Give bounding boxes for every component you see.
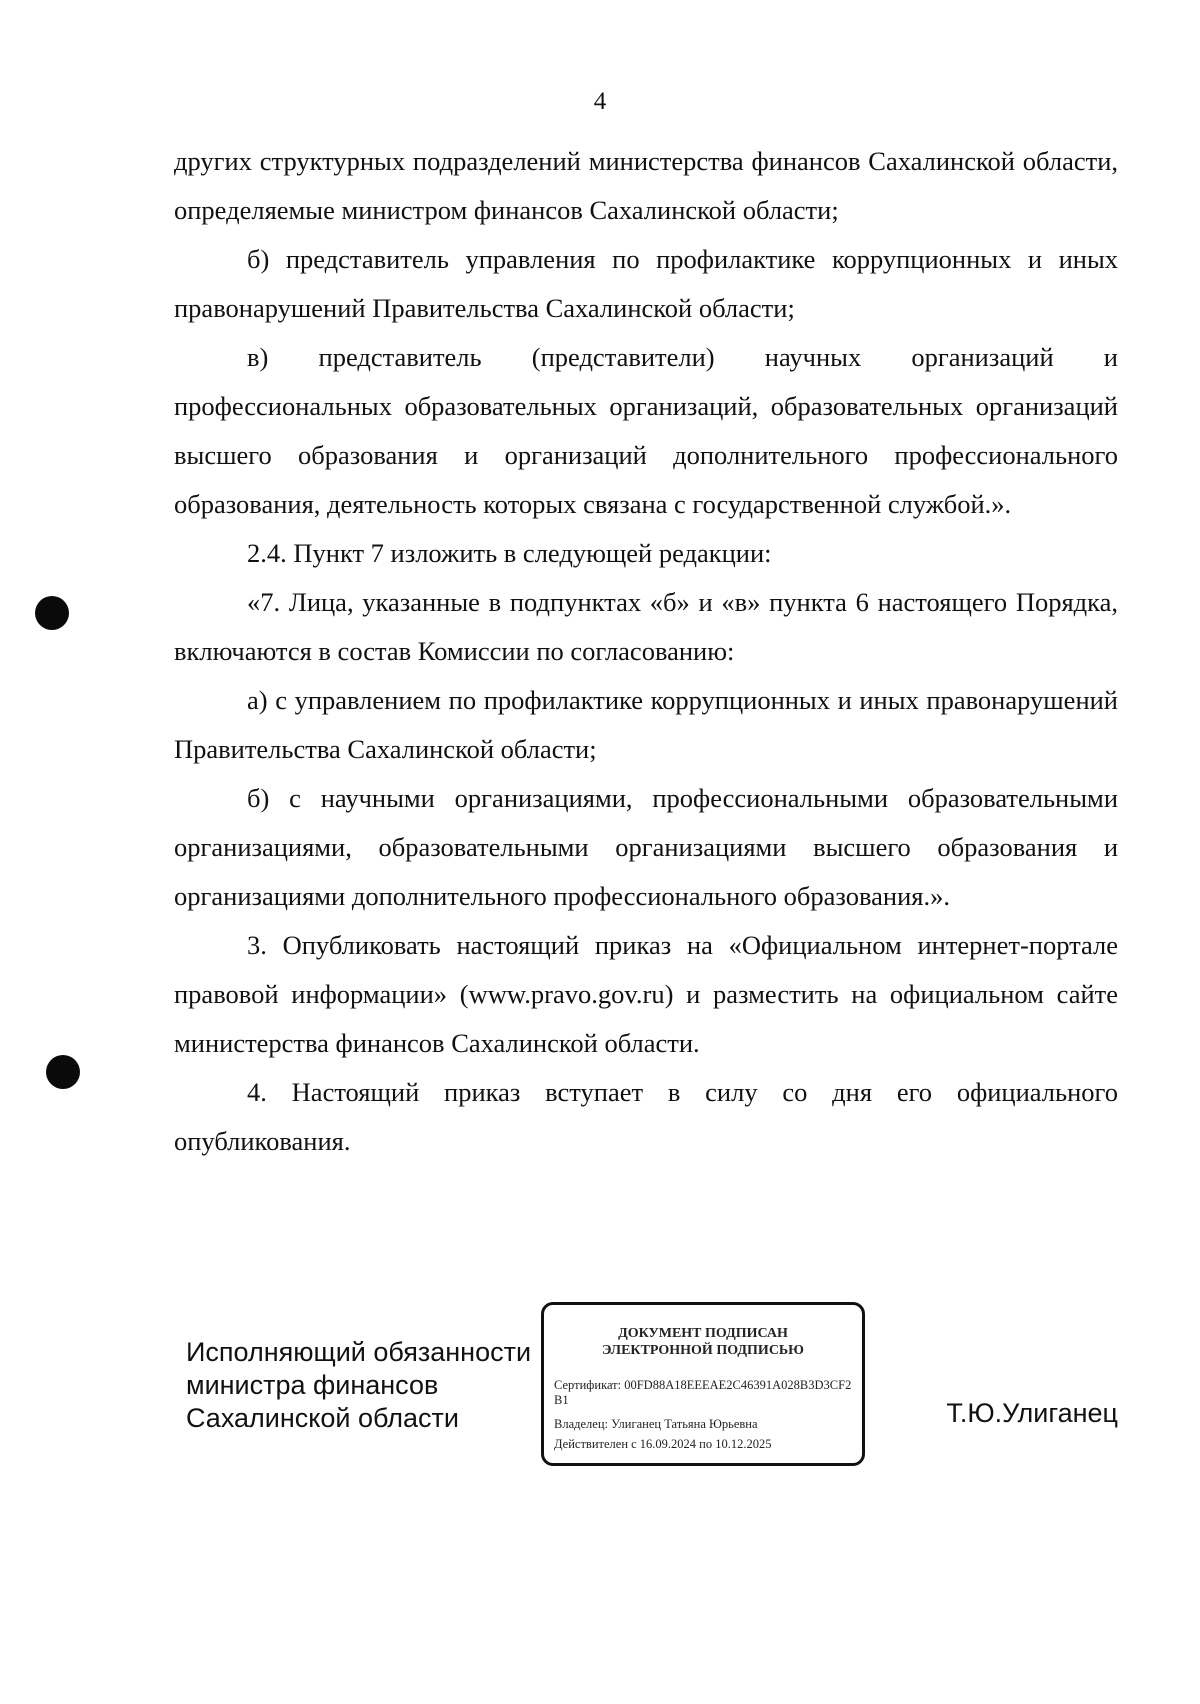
punch-hole-top — [35, 596, 69, 630]
signatory-position-line: министра финансов — [186, 1370, 439, 1400]
paragraph: б) с научными организациями, профессиональными образовательными организациями, образовательными организациями высшего образования и организациями дополнительного профессионального образования.». — [174, 783, 1118, 911]
stamp-validity: Действителен с 16.09.2024 по 10.12.2025 — [554, 1437, 772, 1451]
stamp-header — [544, 1325, 862, 1359]
paragraph: а) с управлением по профилактике коррупционных и иных правонарушений Правительства Сахалинской области; — [174, 685, 1118, 764]
signatory-position — [186, 1336, 531, 1435]
stamp-owner: Владелец: Улиганец Татьяна Юрьевна — [554, 1417, 758, 1431]
paragraph: в) представитель (представители) научных организаций и профессиональных образовательных организаций, образовательных организаций высшего образования и организаций дополнительного профессионального образования, деятельность которых связана с государственной службой.». — [174, 342, 1118, 519]
stamp-header-line: ДОКУМЕНТ ПОДПИСАН — [618, 1326, 788, 1341]
paragraph: 4. Настоящий приказ вступает в силу со дня его официального опубликования. — [174, 1077, 1118, 1156]
electronic-signature-stamp — [541, 1302, 865, 1466]
stamp-certificate: Сертификат: 00FD88A18EEEAE2C46391A028B3D3CF2B1 — [554, 1378, 852, 1407]
stamp-header-line: ЭЛЕКТРОННОЙ ПОДПИСЬЮ — [602, 1343, 804, 1358]
signatory-name: Т.Ю.Улиганец — [946, 1398, 1118, 1428]
signatory-position-line: Исполняющий обязанности — [186, 1337, 532, 1367]
paragraph: других структурных подразделений министерства финансов Сахалинской области, определяемые министром финансов Сахалинской области; — [174, 146, 1118, 225]
paragraph: «7. Лица, указанные в подпунктах «б» и «в» пункта 6 настоящего Порядка, включаются в состав Комиссии по согласованию: — [174, 587, 1118, 666]
page-number: 4 — [593, 88, 607, 115]
punch-hole-bottom — [46, 1055, 80, 1089]
paragraph: 2.4. Пункт 7 изложить в следующей редакции: — [247, 538, 772, 568]
signatory-position-line: Сахалинской области — [186, 1403, 459, 1433]
paragraph: 3. Опубликовать настоящий приказ на «Официальном интернет-портале правовой информации» (www.pravo.gov.ru) и разместить на официальном сайте министерства финансов Сахалинской области. — [174, 930, 1118, 1058]
paragraph: б) представитель управления по профилактике коррупционных и иных правонарушений Правительства Сахалинской области; — [174, 244, 1118, 323]
document-body — [174, 137, 1118, 1166]
